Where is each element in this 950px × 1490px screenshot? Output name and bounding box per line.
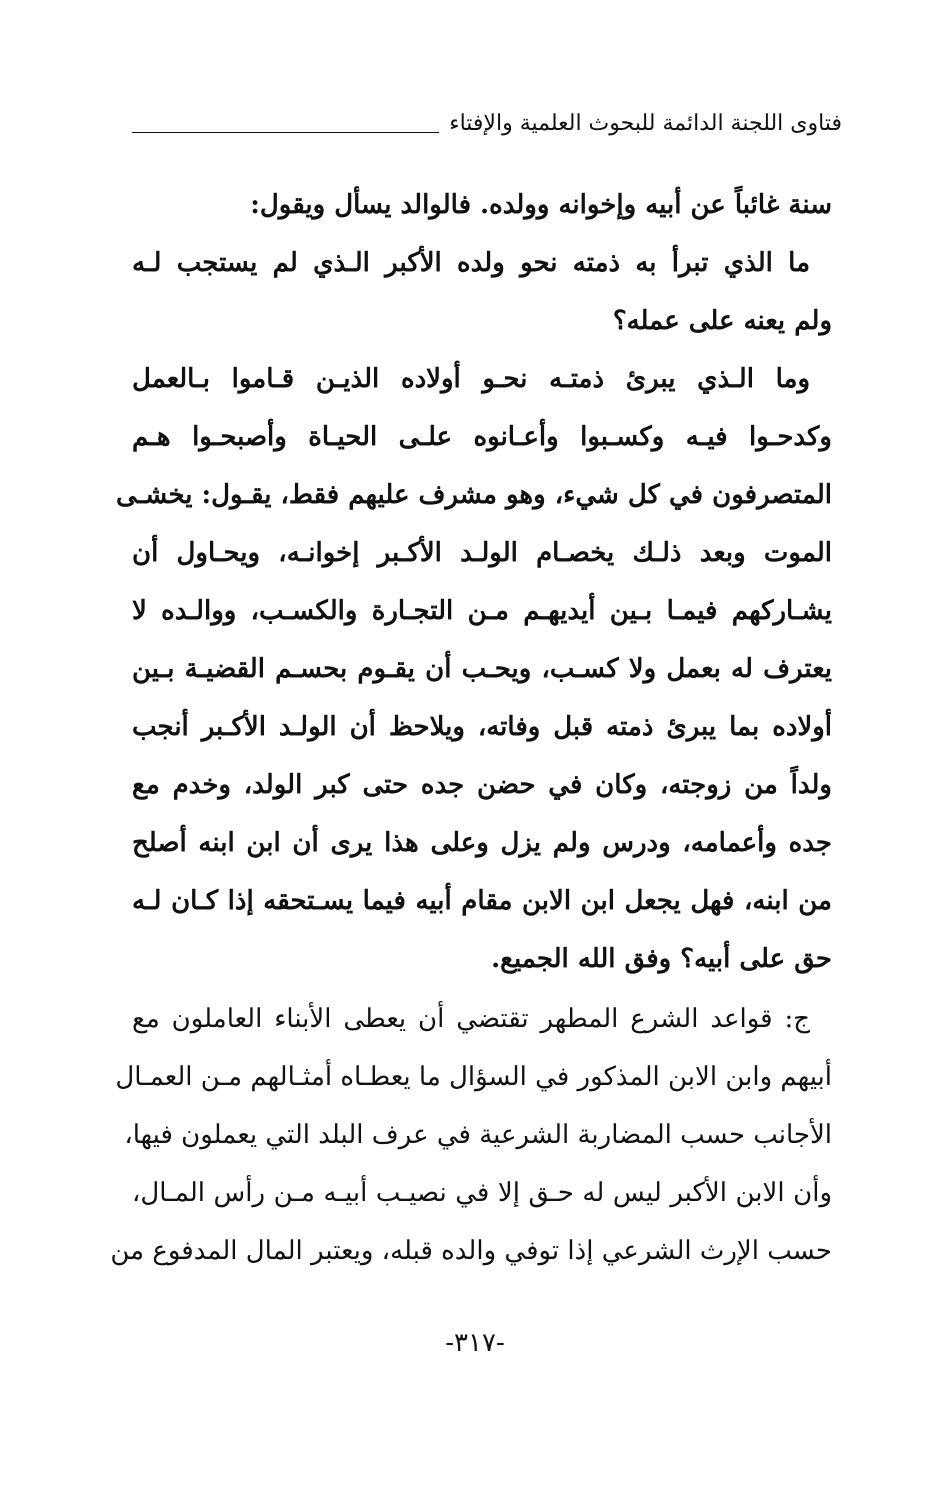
text-line: ما الذي تبرأ به ذمته نحو ولده الأكبر الـذي لم يستجب لـه (132, 248, 810, 278)
text-line: جده وأعمامه، ودرس ولم يزل وعلى هذا يرى أن ابن ابنه أصلح (132, 828, 832, 858)
header-rule (132, 132, 439, 133)
text-line: سنة غائباً عن أبيه وإخوانه وولده. فالوالد يسأل ويقول: (250, 190, 832, 220)
text-line: حسب الإرث الشرعي إذا توفي والده قبله، ويعتبر المال المدفوع من (110, 1236, 832, 1266)
text-line: وكدحـوا فيـه وكسـبوا وأعـانوه علـى الحيـاة وأصبحـوا هـم (132, 422, 832, 452)
text-line: يعترف له بعمل ولا كسـب، ويحـب أن يقـوم بحسـم القضيـة بـين (132, 654, 832, 684)
running-title: فتاوى اللجنة الدائمة للبحوث العلمية والإفتاء (449, 111, 842, 136)
text-line: وما الـذي يبرئ ذمتـه نحـو أولاده الذيـن قـاموا بـالعمل (132, 364, 810, 394)
text-line: ولم يعنه على عمله؟ (612, 306, 832, 336)
text-line: حق على أبيه؟ وفق الله الجميع. (491, 944, 832, 974)
running-header (132, 108, 842, 140)
answer-text (110, 990, 832, 1280)
question-text (115, 176, 832, 988)
text-line: يشـاركهم فيمـا بـين أيديهـم مـن التجـارة والكسـب، ووالـده لا (132, 596, 832, 626)
text-line: الموت وبعد ذلـك يخصـام الولـد الأكـبر إخوانـه، ويحـاول أن (132, 538, 832, 568)
text-line: المتصرفون في كل شيء، وهو مشرف عليهم فقط، يقـول: يخشـى (115, 480, 832, 510)
text-line: من ابنه، فهل يجعل ابن الابن مقام أبيه فيما يسـتحقه إذا كـان لـه (132, 886, 832, 916)
page-number: -٣١٧- (445, 1328, 505, 1358)
text-line: أولاده بما يبرئ ذمته قبل وفاته، ويلاحظ أن الولـد الأكـبر أنجب (132, 712, 832, 742)
text-line: وأن الابن الأكبر ليس له حـق إلا في نصيـب أبيـه مـن رأس المـال، (132, 1178, 832, 1208)
text-line: ولداً من زوجته، وكان في حضن جده حتى كبر الولد، وخدم مع (132, 770, 832, 800)
text-line: الأجانب حسب المضاربة الشرعية في عرف البلد التي يعملون فيها، (124, 1120, 832, 1150)
text-line: ج: قواعد الشرع المطهر تقتضي أن يعطى الأبناء العاملون مع (132, 1004, 810, 1034)
text-line: أبيهم وابن الابن المذكور في السؤال ما يعطـاه أمثـالهم مـن العمـال (115, 1062, 832, 1092)
